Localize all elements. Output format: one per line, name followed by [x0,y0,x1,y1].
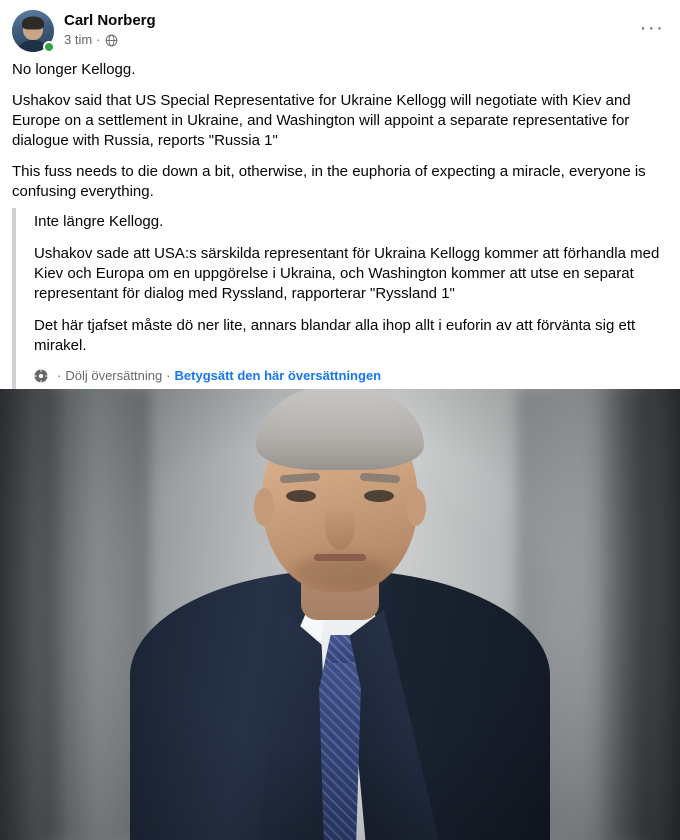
photo-subject [125,400,555,840]
translation-paragraph: Ushakov sade att USA:s särskilda representant för Ukraina Kellogg kommer att förhandla med Kiev och Europa om en uppgörelse i Ukraina, och Washington kommer att utse en separat representant för dialog med Ryssland, rapporterar "Ryssland 1" [34,245,660,302]
ear-right [406,488,426,526]
post-paragraph: This fuss needs to die down a bit, otherwise, in the euphoria of expecting a miracle, everyone is confusing everything. [12,163,646,200]
eyebrow-right [360,473,400,484]
gear-icon[interactable] [34,369,48,383]
eye-left [286,490,316,502]
ear-left [254,488,274,526]
post-header-text [64,10,636,48]
post-header [0,0,680,56]
online-status-dot [43,41,55,53]
post-author-name[interactable]: Carl Norberg [64,12,156,29]
translation-footer [34,368,668,384]
post-text [0,56,680,202]
meta-separator: · [96,32,101,47]
translation-block [12,208,668,392]
translation-paragraph: Inte längre Kellogg. [34,213,164,230]
subject-head [262,396,418,592]
translation-footer-separator: · [57,368,62,383]
avatar-hair [22,16,44,29]
photo-edge-shadow-left [0,389,68,840]
rate-translation-link[interactable]: Betygsätt den här översättningen [174,368,382,383]
nose [325,504,355,550]
post-meta [64,32,636,48]
eyebrow-left [280,473,320,484]
post-paragraph: Ushakov said that US Special Representative for Ukraine Kellogg will negotiate with Kiev and Europe on a settlement in Ukraine, and Washington will appoint a separate representative for dialogue with Russia, reports "Russia 1" [12,92,631,149]
post-photo[interactable] [0,389,680,840]
translation-paragraph: Det här tjafset måste dö ner lite, annars blandar alla ihop allt i euforin av att förvänta sig ett mirakel. [34,317,636,354]
globe-icon[interactable] [105,34,118,47]
eye-right [364,490,394,502]
hide-translation-link[interactable]: Dölj översättning [65,368,163,383]
subject-hair [256,389,424,470]
translation-footer-separator: · [166,368,171,383]
photo-edge-shadow-right [598,389,680,840]
post-more-options-button[interactable]: ··· [639,17,665,39]
post-timestamp[interactable]: 3 tim [64,32,93,47]
post-paragraph: No longer Kellogg. [12,61,136,78]
avatar[interactable] [12,10,54,52]
chin-shadow [293,554,387,588]
